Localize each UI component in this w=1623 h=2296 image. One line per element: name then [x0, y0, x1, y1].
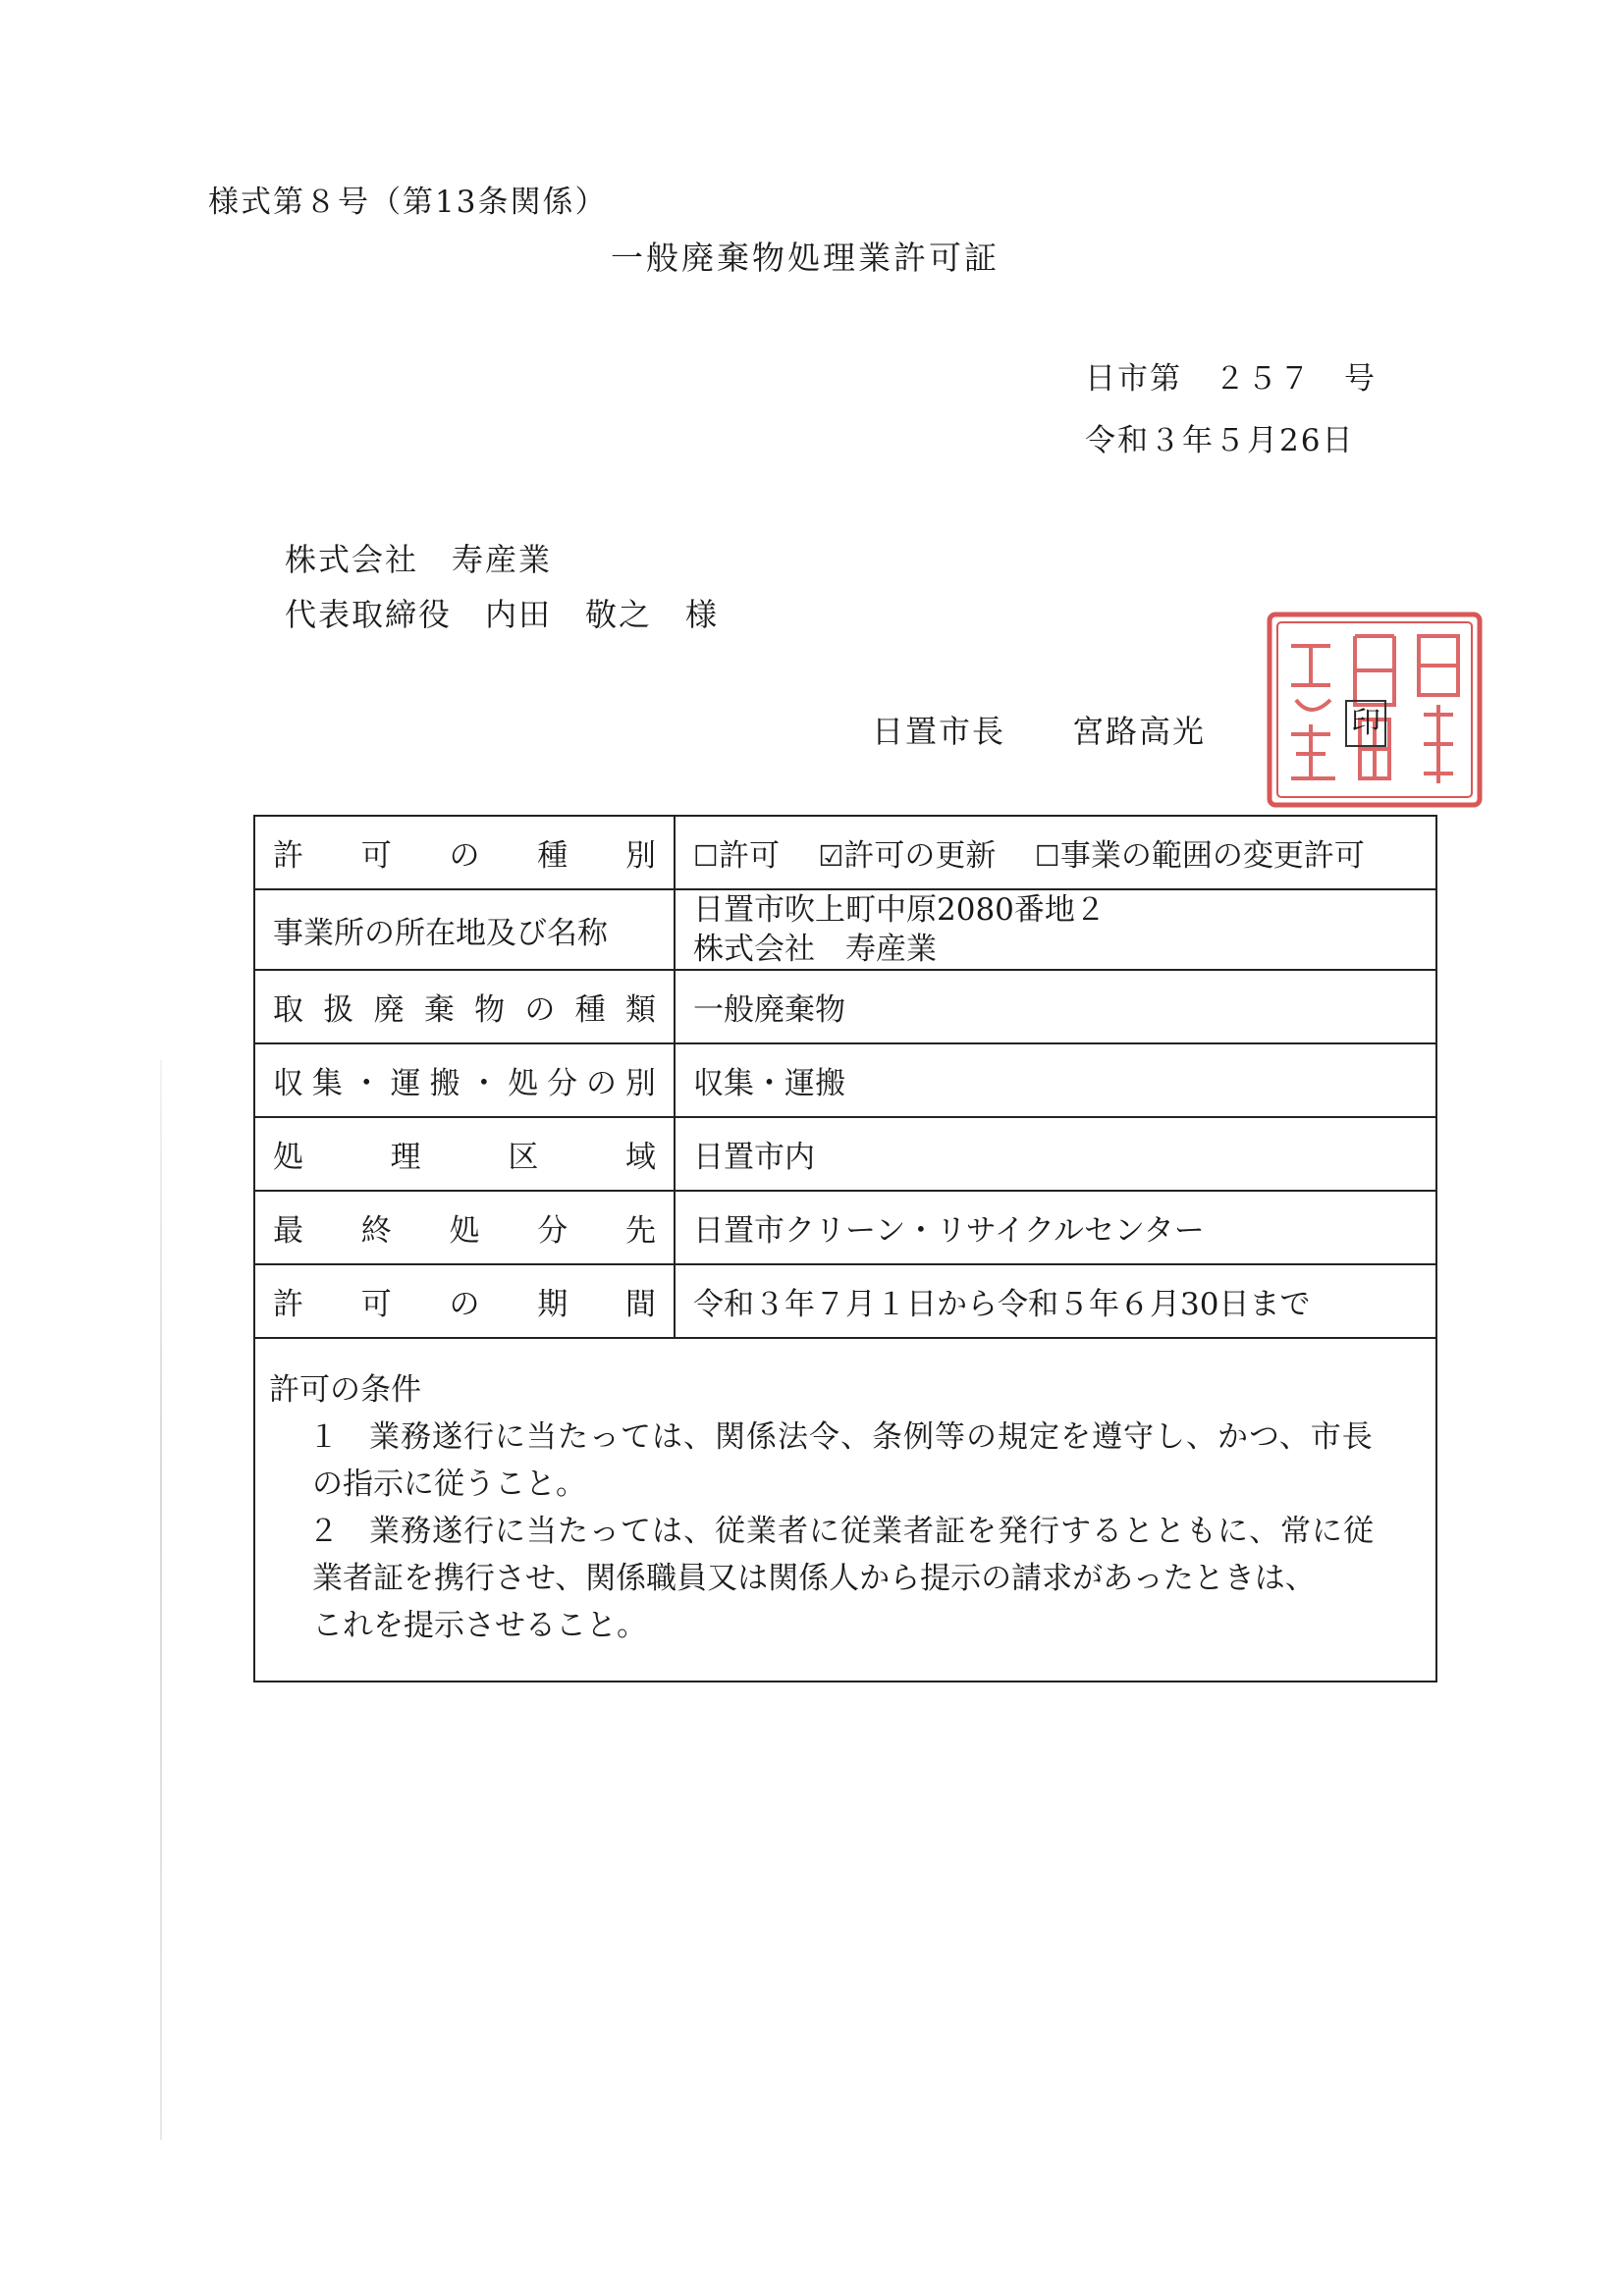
recipient-representative: 代表取締役 内田 敬之 様 [285, 596, 720, 633]
permit-type-value [675, 816, 1436, 889]
unchecked-box-icon: ☐ [693, 839, 719, 873]
office-label: 事業所の所在地及び名称 [254, 889, 675, 970]
checkbox-permit[interactable]: ☐許可 [693, 838, 780, 874]
condition-item: ２ 業務遂行に当たっては、従業者に従業者証を発行するとともに、常に従 [308, 1514, 1375, 1549]
scan-fold-line [160, 1060, 162, 2140]
conditions-cell [254, 1338, 1436, 1682]
reference-number: 日市第 ２５７ 号 [1085, 361, 1377, 397]
office-address: 日置市吹上町中原2080番地２ [693, 892, 1106, 928]
document-title: 一般廃棄物処理業許可証 [611, 239, 1000, 277]
final-disposal-label: 最 終 処 分 先 [254, 1191, 675, 1264]
waste-type-value: 一般廃棄物 [675, 970, 1436, 1043]
final-disposal-value: 日置市クリーン・リサイクルセンター [675, 1191, 1436, 1264]
period-value: 令和３年７月１日から令和５年６月30日まで [675, 1264, 1436, 1338]
condition-item-continuation: 業者証を携行させ、関係職員又は関係人から提示の請求があったときは、 [312, 1561, 1316, 1596]
area-value: 日置市内 [675, 1117, 1436, 1191]
form-number: 様式第８号（第13条関係） [208, 185, 608, 220]
checkbox-permit-renewal[interactable]: ☑許可の更新 [818, 838, 997, 874]
permit-type-label: 許 可 の 種 別 [254, 816, 675, 889]
category-value: 収集・運搬 [675, 1043, 1436, 1117]
issuer-name: 日置市長 宮路高光 [872, 713, 1207, 750]
table-row [254, 1117, 1436, 1191]
unchecked-box-icon: ☐ [1034, 839, 1060, 873]
conditions-heading: 許可の条件 [269, 1372, 421, 1408]
office-name: 株式会社 寿産業 [693, 932, 937, 967]
seal-mark: 印 [1345, 700, 1386, 747]
category-label: 収 集 ・ 運 搬 ・ 処 分 の 別 [254, 1043, 675, 1117]
table-row [254, 1043, 1436, 1117]
condition-item-continuation: の指示に従うこと。 [312, 1467, 586, 1502]
table-row [254, 1264, 1436, 1338]
permit-table [253, 815, 1437, 1682]
issue-date: 令和３年５月26日 [1085, 423, 1355, 458]
table-row [254, 816, 1436, 889]
table-row [254, 889, 1436, 970]
recipient-company: 株式会社 寿産業 [285, 541, 553, 578]
office-value [675, 889, 1436, 970]
waste-type-label: 取 扱 廃 棄 物 の 種 類 [254, 970, 675, 1043]
period-label: 許 可 の 期 間 [254, 1264, 675, 1338]
table-row [254, 1338, 1436, 1682]
area-label: 処 理 区 域 [254, 1117, 675, 1191]
condition-item: １ 業務遂行に当たっては、関係法令、条例等の規定を遵守し、かつ、市長 [308, 1419, 1374, 1455]
table-row [254, 970, 1436, 1043]
checked-box-icon: ☑ [818, 839, 844, 873]
checkbox-scope-change[interactable]: ☐事業の範囲の変更許可 [1034, 838, 1365, 874]
condition-item-continuation: これを提示させること。 [312, 1608, 647, 1643]
table-row [254, 1191, 1436, 1264]
